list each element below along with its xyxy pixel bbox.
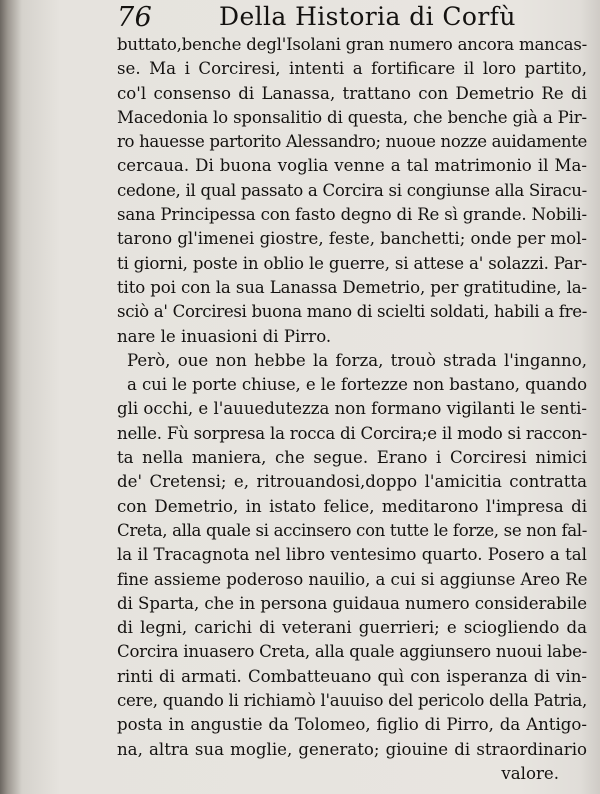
text-line: se. Ma i Corciresi, intenti a fortificare il loro partito, <box>117 59 587 79</box>
text-line: Corcira inuasero Creta, alla quale aggiunsero nuoui labe- <box>117 642 587 662</box>
text-line: cedone, il qual passato a Corcira si congiunse alla Siracu- <box>117 180 587 200</box>
text-line: posta in angustie da Tolomeo, figlio di Pirro, da Antigo- <box>117 715 587 735</box>
page-number: 76 <box>117 2 153 33</box>
text-line: con Demetrio, in istato felice, meditarono l'impresa di <box>117 496 587 516</box>
text-line: tarono gl'imenei giostre, feste, banchetti; onde per mol- <box>117 229 587 249</box>
text-line: co'l consenso di Lanassa, trattano con Demetrio Re di <box>117 83 587 103</box>
text-line: di Sparta, che in persona guidaua numero considerabile <box>117 593 587 613</box>
text-line: ti giorni, poste in oblio le guerre, si attese a' solazzi. Par- <box>117 253 587 273</box>
text-line: a cui le porte chiuse, e le fortezze non bastano, quando <box>127 375 587 395</box>
text-line: Macedonia lo sponsalitio di questa, che benche già a Pir- <box>117 107 587 127</box>
body-text <box>117 33 587 786</box>
text-line: tito poi con la sua Lanassa Demetrio, per gratitudine, la- <box>117 277 587 297</box>
text-line: de' Cretensi; e, ritrouandosi,doppo l'amicitia contratta <box>117 472 587 492</box>
text-line: ro hauesse partorito Alessandro; nuoue nozze auidamente <box>117 132 587 152</box>
text-line: nare le inuasioni di Pirro. <box>117 326 332 346</box>
page-header <box>117 2 587 32</box>
running-title: Della Historia di Corfù <box>219 2 516 31</box>
text-line: na, altra sua moglie, generato; giouine di straordinario <box>117 739 587 759</box>
text-line: sciò a' Corciresi buona mano di scielti soldati, habili a fre- <box>117 302 587 322</box>
paragraph-start-line: Però, oue non hebbe la forza, trouò strada l'inganno, <box>127 350 587 370</box>
text-line: cere, quando li richiamò l'auuiso del pericolo della Patria, <box>117 691 587 711</box>
text-line: Creta, alla quale si accinsero con tutte le forze, se non fal- <box>117 520 587 540</box>
text-line: di legni, carichi di veterani guerrieri; e sciogliendo da <box>117 618 587 638</box>
text-line: cercaua. Di buona voglia venne a tal matrimonio il Ma- <box>117 156 587 176</box>
text-line: la il Tracagnota nel libro ventesimo quarto. Posero a tal <box>117 545 587 565</box>
text-line: fine assieme poderoso nauilio, a cui si aggiunse Areo Re <box>117 569 587 589</box>
text-line: gli occhi, e l'auuedutezza non formano vigilanti le senti- <box>117 399 587 419</box>
text-line: nelle. Fù sorpresa la rocca di Corcira;e il modo si raccon- <box>117 423 587 443</box>
text-line: rinti di armati. Combatteuano quì con isperanza di vin- <box>117 666 587 686</box>
paragraph-end-line: valore. <box>501 763 559 783</box>
text-line: sana Principessa con fasto degno di Re sì grande. Nobili- <box>117 205 587 225</box>
text-line: ta nella maniera, che segue. Erano i Corciresi nimici <box>117 448 587 468</box>
text-line: buttato,benche degl'Isolani gran numero ancora mancas- <box>117 35 587 54</box>
